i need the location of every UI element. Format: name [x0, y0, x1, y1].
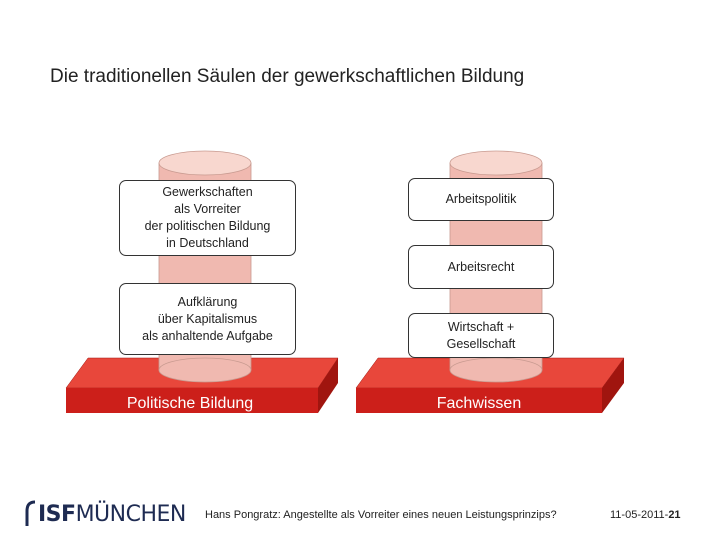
isf-muenchen-logo — [24, 494, 186, 534]
label-aufklaerung-kapitalismus: Aufklärung über Kapitalismus als anhaltende Aufgabe — [119, 283, 296, 355]
logo-city: MÜNCHEN — [75, 501, 186, 527]
page-number: 21 — [668, 509, 681, 521]
footer-date: 11-05-2011- — [610, 509, 669, 521]
logo-wordmark — [38, 502, 186, 527]
label-wirtschaft-gesellschaft: Wirtschaft + Gesellschaft — [408, 313, 554, 358]
base-label-politische-bildung: Politische Bildung — [126, 395, 254, 412]
logo-isf: ISF — [38, 501, 76, 527]
right-pillar-bottom — [450, 358, 542, 382]
logo-mark-icon — [24, 499, 38, 529]
left-pillar-top — [159, 151, 251, 175]
right-pillar-top — [450, 151, 542, 175]
footer-citation: Hans Pongratz: Angestellte als Vorreiter eines neuen Leistungsprinzips? — [205, 509, 557, 521]
label-arbeitspolitik: Arbeitspolitik — [408, 178, 554, 221]
base-label-fachwissen: Fachwissen — [436, 395, 522, 412]
slide-title: Die traditionellen Säulen der gewerkschaftlichen Bildung — [50, 66, 525, 87]
left-pillar-bottom — [159, 358, 251, 382]
label-gewerkschaften-vorreiter: Gewerkschaften als Vorreiter der politischen Bildung in Deutschland — [119, 180, 296, 256]
label-arbeitsrecht: Arbeitsrecht — [408, 245, 554, 289]
footer-date-page — [610, 509, 681, 521]
